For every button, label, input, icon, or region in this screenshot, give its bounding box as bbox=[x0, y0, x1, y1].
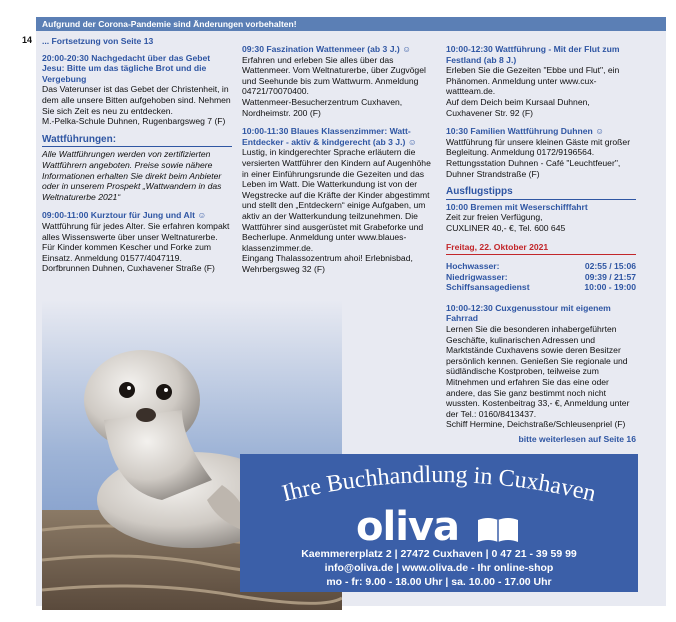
event-body: Lustig, in kindgerechter Sprache erläutern die versierten Wattführer den Kindern auf Augenhöhe in einer Einführungsrunde die Gezeiten und das Leben im Watt. Die Watterkundung ist von der Wegstrecke auf die Kräfte der Kinder abgestimmt und stellt den „Entdeckern“ einige Aufgaben, um aktiv an der Watterkundung teilzunehmen. Die Wattführer sind ausgerüstet mit Grabeforke und Becherlupe. Anmeldung unter www.blaues-klassenzimmer.de. bbox=[242, 147, 431, 253]
event-body: Wattführung für unsere kleinen Gäste mit großer Begleitung. Anmeldung 0172/9196564. bbox=[446, 136, 631, 158]
event-body: Wattführung für jedes Alter. Sie erfahren kompakt alles Wissenswerte über unser Weltnaturerbe. Für Kinder kommen Kescher und Forke zum Einsatz. Anmeldung 01577/4047119. bbox=[42, 220, 230, 263]
continued-note: ... Fortsetzung von Seite 13 bbox=[42, 36, 154, 46]
event-place: Auf dem Deich beim Kursaal Duhnen, Cuxhavener Str. 92 (F) bbox=[446, 96, 590, 118]
date-header: Freitag, 22. Oktober 2021 bbox=[446, 242, 636, 256]
tide-value: 02:55 / 15:06 bbox=[584, 261, 636, 272]
tide-row bbox=[446, 282, 636, 293]
event-title: 09:30 Faszination Wattenmeer (ab 3 J.) ☺ bbox=[242, 44, 411, 54]
event-body: Erleben Sie die Gezeiten "Ebbe und Flut", ein Phänomen. Anmeldung unter www.cux-wattteam.de. bbox=[446, 65, 620, 97]
book-icon bbox=[476, 514, 520, 544]
event-title: 20:00-20:30 Nachgedacht über das Gebet Jesu: Bitte um das tägliche Brot und die Vergebung bbox=[42, 52, 211, 84]
logo-text: oliva bbox=[356, 504, 459, 550]
event-title: 10:00-11:30 Blaues Klassenzimmer: Watt-Entdecker - aktiv & kindgerecht (ab 3 J.) ☺ bbox=[242, 126, 417, 147]
page-number: 14 bbox=[22, 35, 33, 45]
event-place: Schiff Hermine, Deichstraße/Schleusenpriel (F) bbox=[446, 419, 626, 430]
tide-row bbox=[446, 261, 636, 272]
tide-value: 09:39 / 21:57 bbox=[584, 271, 636, 282]
ad-hours: mo - fr: 9.00 - 18.00 Uhr | sa. 10.00 - 17.00 Uhr bbox=[326, 576, 552, 588]
event-body: Zeit zur freien Verfügung, bbox=[446, 212, 543, 223]
event-body: Das Vaterunser ist das Gebet der Christenheit, in dem alle unsere Bitten aufgehoben sind. Nehmen Sie sich Zeit es neu zu entdecken. bbox=[42, 84, 231, 116]
tide-row bbox=[446, 272, 636, 283]
tide-value: 10:00 - 19:00 bbox=[584, 282, 636, 293]
event-title: 10:00-12:30 Wattführung - Mit der Flut zum Festland (ab 8 J.) bbox=[446, 44, 620, 65]
continue-link[interactable]: bitte weiterlesen auf Seite 16 bbox=[518, 434, 636, 444]
column-2 bbox=[242, 44, 438, 282]
oliva-logo bbox=[356, 504, 520, 550]
ad-web[interactable]: info@oliva.de | www.oliva.de - Ihr online-shop bbox=[324, 562, 554, 574]
event-title: 09:00-11:00 Kurztour für Jung und Alt ☺ bbox=[42, 210, 207, 221]
event-place: M.-Pelka-Schule Duhnen, Rugenbargsweg 7 (F) bbox=[42, 116, 226, 127]
section-heading: Wattführungen: bbox=[42, 135, 232, 148]
event-body: Erfahren und erleben Sie alles über das Wattenmeer. Vom Weltnaturerbe, über Zugvögel und Seehunde bis zum Wattwurm. Anmeldung 04721/70070400. bbox=[242, 54, 426, 97]
event-title: 10:00-12:30 Cuxgenusstour mit eigenem Fahrrad bbox=[446, 302, 611, 324]
event-title: 10:00 Bremen mit Weserschifffahrt bbox=[446, 201, 588, 212]
ad-address: Kaemmererplatz 2 | 27472 Cuxhaven | 0 47 21 - 39 59 99 bbox=[301, 548, 577, 560]
tide-label: Schiffsansagedienst bbox=[446, 282, 530, 293]
column-1 bbox=[42, 36, 232, 282]
bookshop-ad[interactable] bbox=[240, 454, 638, 592]
svg-text:Ihre Buchhandlung in Cuxhaven: Ihre Buchhandlung in Cuxhaven bbox=[279, 461, 599, 508]
event-place: Eingang Thalassozentrum ahoi! Erlebnisbad, Wehrbergsweg 32 (F) bbox=[242, 253, 413, 274]
event-body: Lernen Sie die besonderen inhabergeführten Geschäfte, kulinarischen Adressen und Marktstände Cuxhavens sowie deren Besitzer persönlich kennen. Genießen Sie regionale und südländische Kostproben, teilweise zum Mitnehmen und erfahren Sie das eine oder andere, das Sie ganz bestimmt noch nicht wussten. Kostenbeitrag 33,- €, Anmeldung unter der Tel.: 0160/8413437. bbox=[446, 324, 630, 419]
corona-banner: Aufgrund der Corona-Pandemie sind Änderungen vorbehalten! bbox=[36, 17, 666, 31]
event-price: CUXLINER 40,- €, Tel. 600 645 bbox=[446, 222, 566, 233]
section-heading: Ausflugstipps bbox=[446, 187, 636, 200]
event-place: Dorfbrunnen Duhnen, Cuxhavener Straße (F) bbox=[42, 263, 215, 274]
event-place: Rettungsstation Duhnen - Café "Leuchtfeuer", Duhner Strandstraße (F) bbox=[446, 157, 621, 179]
tide-label: Niedrigwasser: bbox=[446, 271, 508, 282]
tide-label: Hochwasser: bbox=[446, 261, 500, 272]
event-place: Wattenmeer-Besucherzentrum Cuxhaven, Nordheimstr. 200 (F) bbox=[242, 96, 403, 118]
event-title: 10:30 Familien Wattführung Duhnen ☺ bbox=[446, 126, 604, 137]
section-intro: Alle Wattführungen werden von zertifizierten Wattführern angeboten. Preise sowie nähere Informationen erhalten Sie direkt beim Anbieter oder in unserem Prospekt „Wattwandern in das Weltnaturerbe 2021“ bbox=[42, 149, 222, 202]
column-3 bbox=[446, 44, 636, 445]
